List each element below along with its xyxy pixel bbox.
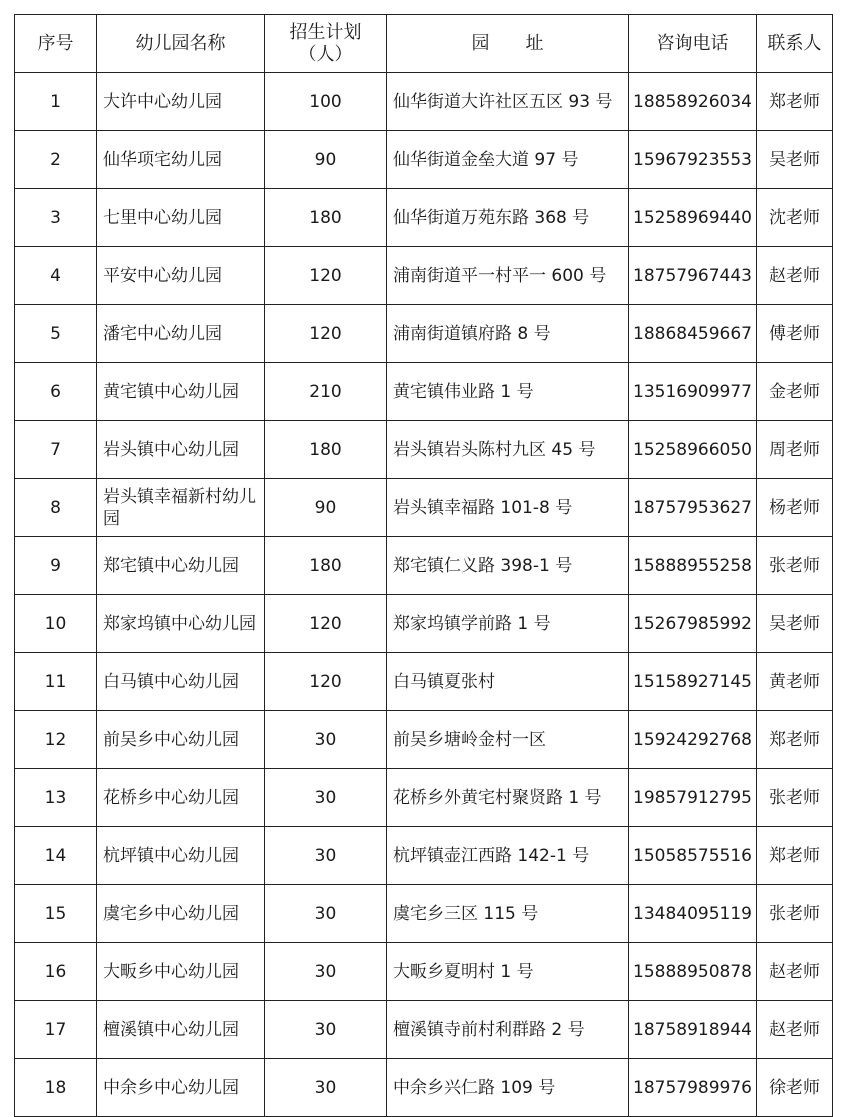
cell-name: 大畈乡中心幼儿园 — [97, 943, 265, 1001]
cell-phone: 15258969440 — [629, 189, 757, 247]
cell-contact: 黄老师 — [757, 653, 833, 711]
cell-index: 6 — [15, 363, 97, 421]
cell-contact: 郑老师 — [757, 711, 833, 769]
cell-address: 岩头镇岩头陈村九区 45 号 — [387, 421, 629, 479]
cell-phone: 18757953627 — [629, 479, 757, 537]
cell-plan: 120 — [265, 653, 387, 711]
table-row — [15, 769, 833, 827]
cell-plan: 90 — [265, 131, 387, 189]
cell-name: 大许中心幼儿园 — [97, 73, 265, 131]
table-row — [15, 479, 833, 537]
cell-plan: 30 — [265, 769, 387, 827]
cell-phone: 15158927145 — [629, 653, 757, 711]
cell-name: 平安中心幼儿园 — [97, 247, 265, 305]
cell-contact: 吴老师 — [757, 595, 833, 653]
cell-index: 5 — [15, 305, 97, 363]
table-row — [15, 537, 833, 595]
cell-address: 杭坪镇壶江西路 142-1 号 — [387, 827, 629, 885]
cell-plan: 120 — [265, 595, 387, 653]
cell-index: 11 — [15, 653, 97, 711]
cell-index: 18 — [15, 1059, 97, 1117]
header-address: 园 址 — [387, 15, 629, 73]
cell-name: 虞宅乡中心幼儿园 — [97, 885, 265, 943]
cell-plan: 30 — [265, 827, 387, 885]
cell-address: 花桥乡外黄宅村聚贤路 1 号 — [387, 769, 629, 827]
cell-plan: 180 — [265, 537, 387, 595]
cell-contact: 郑老师 — [757, 73, 833, 131]
cell-phone: 15924292768 — [629, 711, 757, 769]
cell-name: 中余乡中心幼儿园 — [97, 1059, 265, 1117]
cell-contact: 吴老师 — [757, 131, 833, 189]
cell-contact: 张老师 — [757, 537, 833, 595]
cell-index: 16 — [15, 943, 97, 1001]
cell-name: 潘宅中心幼儿园 — [97, 305, 265, 363]
header-phone: 咨询电话 — [629, 15, 757, 73]
cell-contact: 赵老师 — [757, 1001, 833, 1059]
cell-index: 10 — [15, 595, 97, 653]
table-row — [15, 247, 833, 305]
cell-address: 黄宅镇伟业路 1 号 — [387, 363, 629, 421]
cell-name: 檀溪镇中心幼儿园 — [97, 1001, 265, 1059]
cell-plan: 30 — [265, 711, 387, 769]
table-row — [15, 131, 833, 189]
cell-contact: 周老师 — [757, 421, 833, 479]
cell-index: 9 — [15, 537, 97, 595]
header-index: 序号 — [15, 15, 97, 73]
cell-address: 仙华街道金垒大道 97 号 — [387, 131, 629, 189]
cell-index: 1 — [15, 73, 97, 131]
cell-address: 仙华街道万苑东路 368 号 — [387, 189, 629, 247]
cell-address: 岩头镇幸福路 101-8 号 — [387, 479, 629, 537]
cell-contact: 赵老师 — [757, 247, 833, 305]
table-row — [15, 885, 833, 943]
cell-index: 2 — [15, 131, 97, 189]
cell-address: 檀溪镇寺前村利群路 2 号 — [387, 1001, 629, 1059]
cell-plan: 180 — [265, 421, 387, 479]
cell-name: 黄宅镇中心幼儿园 — [97, 363, 265, 421]
cell-phone: 18758918944 — [629, 1001, 757, 1059]
table-row — [15, 305, 833, 363]
table-row — [15, 943, 833, 1001]
cell-plan: 30 — [265, 885, 387, 943]
table-row — [15, 421, 833, 479]
table-row — [15, 189, 833, 247]
kindergarten-enrollment-table — [14, 14, 833, 1117]
header-contact: 联系人 — [757, 15, 833, 73]
cell-phone: 15267985992 — [629, 595, 757, 653]
cell-address: 仙华街道大许社区五区 93 号 — [387, 73, 629, 131]
cell-phone: 15058575516 — [629, 827, 757, 885]
table-row — [15, 363, 833, 421]
cell-name: 岩头镇幸福新村幼儿园 — [97, 479, 265, 537]
cell-index: 15 — [15, 885, 97, 943]
cell-plan: 90 — [265, 479, 387, 537]
header-name: 幼儿园名称 — [97, 15, 265, 73]
header-row — [15, 15, 833, 73]
cell-name: 岩头镇中心幼儿园 — [97, 421, 265, 479]
cell-phone: 19857912795 — [629, 769, 757, 827]
cell-index: 14 — [15, 827, 97, 885]
cell-phone: 18757967443 — [629, 247, 757, 305]
table-body — [15, 73, 833, 1117]
cell-phone: 15967923553 — [629, 131, 757, 189]
cell-phone: 18868459667 — [629, 305, 757, 363]
cell-plan: 180 — [265, 189, 387, 247]
cell-plan: 30 — [265, 943, 387, 1001]
cell-address: 大畈乡夏明村 1 号 — [387, 943, 629, 1001]
cell-plan: 30 — [265, 1001, 387, 1059]
header-plan — [265, 15, 387, 73]
cell-contact: 傅老师 — [757, 305, 833, 363]
cell-phone: 18757989976 — [629, 1059, 757, 1117]
cell-name: 郑家坞镇中心幼儿园 — [97, 595, 265, 653]
cell-name: 白马镇中心幼儿园 — [97, 653, 265, 711]
header-plan-line1: 招生计划 — [289, 21, 362, 43]
cell-contact: 徐老师 — [757, 1059, 833, 1117]
table-row — [15, 653, 833, 711]
cell-name: 前吴乡中心幼儿园 — [97, 711, 265, 769]
cell-phone: 15888950878 — [629, 943, 757, 1001]
cell-name: 七里中心幼儿园 — [97, 189, 265, 247]
header-plan-line2: （人） — [298, 43, 353, 65]
cell-phone: 18858926034 — [629, 73, 757, 131]
cell-address: 白马镇夏张村 — [387, 653, 629, 711]
table-row — [15, 73, 833, 131]
cell-plan: 30 — [265, 1059, 387, 1117]
table-row — [15, 595, 833, 653]
cell-plan: 120 — [265, 305, 387, 363]
cell-index: 3 — [15, 189, 97, 247]
cell-phone: 13516909977 — [629, 363, 757, 421]
cell-index: 13 — [15, 769, 97, 827]
cell-name: 花桥乡中心幼儿园 — [97, 769, 265, 827]
cell-contact: 张老师 — [757, 769, 833, 827]
cell-address: 浦南街道镇府路 8 号 — [387, 305, 629, 363]
cell-plan: 210 — [265, 363, 387, 421]
table-row — [15, 1001, 833, 1059]
cell-plan: 100 — [265, 73, 387, 131]
cell-name: 郑宅镇中心幼儿园 — [97, 537, 265, 595]
cell-contact: 郑老师 — [757, 827, 833, 885]
table-row — [15, 827, 833, 885]
cell-address: 郑家坞镇学前路 1 号 — [387, 595, 629, 653]
cell-contact: 沈老师 — [757, 189, 833, 247]
cell-index: 7 — [15, 421, 97, 479]
cell-phone: 15888955258 — [629, 537, 757, 595]
cell-name: 仙华项宅幼儿园 — [97, 131, 265, 189]
cell-address: 前吴乡塘岭金村一区 — [387, 711, 629, 769]
cell-address: 浦南街道平一村平一 600 号 — [387, 247, 629, 305]
cell-address: 郑宅镇仁义路 398-1 号 — [387, 537, 629, 595]
cell-contact: 金老师 — [757, 363, 833, 421]
cell-index: 8 — [15, 479, 97, 537]
cell-phone: 15258966050 — [629, 421, 757, 479]
cell-contact: 赵老师 — [757, 943, 833, 1001]
cell-contact: 杨老师 — [757, 479, 833, 537]
cell-index: 4 — [15, 247, 97, 305]
cell-plan: 120 — [265, 247, 387, 305]
table-row — [15, 711, 833, 769]
cell-index: 17 — [15, 1001, 97, 1059]
cell-address: 虞宅乡三区 115 号 — [387, 885, 629, 943]
cell-name: 杭坪镇中心幼儿园 — [97, 827, 265, 885]
cell-phone: 13484095119 — [629, 885, 757, 943]
cell-address: 中余乡兴仁路 109 号 — [387, 1059, 629, 1117]
cell-index: 12 — [15, 711, 97, 769]
table-row — [15, 1059, 833, 1117]
cell-contact: 张老师 — [757, 885, 833, 943]
